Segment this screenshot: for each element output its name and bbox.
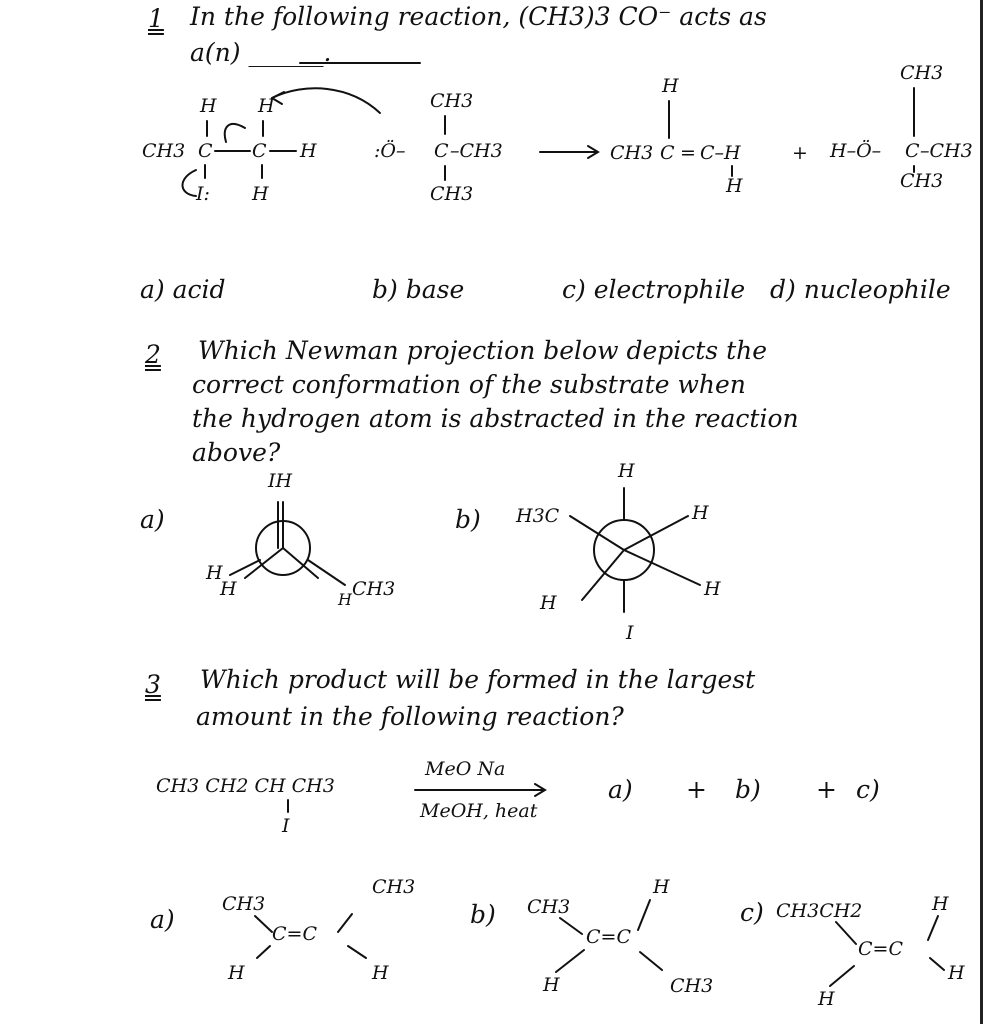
q3-line1: Which product will be formed in the largest — [200, 665, 756, 694]
substrate-c2: C — [252, 140, 267, 162]
substrate-iodine: I: — [196, 183, 210, 205]
curved-arrow-ch-bond — [225, 124, 245, 142]
alkene-b-bonds — [556, 900, 662, 972]
q3-reactant-iodine: I — [282, 815, 290, 837]
q2-number: 2 — [145, 340, 161, 369]
base-ch3-top: CH3 — [430, 90, 474, 112]
product2-ch3-top: CH3 — [900, 62, 944, 84]
alkene-b-top-right: H — [653, 876, 670, 898]
curved-arrow-base-to-h — [272, 88, 380, 113]
q3-reagent-top: MeO Na — [425, 758, 506, 780]
alkene-b-label: b) — [470, 900, 496, 929]
newman-a-back-bonds — [230, 560, 345, 585]
q1-text-line1: In the following reaction, (CH3)3 CO⁻ acts as — [190, 2, 767, 31]
alkene-a-bottom-left: H — [228, 962, 245, 984]
substrate-ch3: CH3 — [142, 140, 186, 162]
product1-ch3: CH3 — [610, 142, 654, 164]
alkene-c-bottom-right: H — [948, 962, 965, 984]
alkene-a-core: C=C — [272, 923, 317, 945]
alkene-a-top-left: CH3 — [222, 893, 266, 915]
product2-ch3-right: –CH3 — [920, 140, 973, 162]
substrate-h-right: H — [300, 140, 317, 162]
alkene-b-top-left: CH3 — [527, 896, 571, 918]
alkene-c-top-right: H — [932, 893, 949, 915]
newman-b-upper-right: H — [692, 502, 709, 524]
product1-h-top: H — [662, 75, 679, 97]
substrate-c1: C — [198, 140, 213, 162]
product2-h-o: H–Ö– — [830, 140, 882, 162]
alkene-c-core: C=C — [858, 938, 903, 960]
q3-line2: amount in the following reaction? — [196, 702, 624, 731]
q2-line1: Which Newman projection below depicts the — [198, 336, 768, 365]
newman-a-left2: H — [220, 578, 237, 600]
alkene-c-top-left: CH3CH2 — [776, 900, 863, 922]
newman-b-lower-left: H — [540, 592, 557, 614]
product1-h-bottom: H — [726, 175, 743, 197]
newman-b-top: H — [618, 460, 635, 482]
substrate-h-bottom: H — [252, 183, 269, 205]
product-plus: + — [792, 142, 808, 164]
alkene-a-bottom-right: H — [372, 962, 389, 984]
newman-b-bottom: I — [626, 622, 634, 644]
q3-plus2: + — [816, 775, 837, 804]
newman-b-lower-right: H — [704, 578, 721, 600]
alkene-b-bottom-left: H — [543, 974, 560, 996]
product1-double-bond: = — [680, 142, 696, 164]
q1-text-line2: a(n) ______. — [190, 38, 332, 67]
product2-ch3-bottom: CH3 — [900, 170, 944, 192]
alkene-c-bonds — [830, 916, 944, 986]
q1-number: 1 — [148, 4, 164, 33]
newman-b-label: b) — [455, 505, 481, 534]
base-ch3-bottom: CH3 — [430, 183, 474, 205]
alkene-c-label: c) — [740, 898, 764, 927]
q3-number: 3 — [145, 670, 161, 699]
q3-plus1: + — [686, 775, 707, 804]
product1-c1: C — [660, 142, 675, 164]
alkene-b-bottom-right: CH3 — [670, 975, 714, 997]
q3-product-a-ref: a) — [608, 775, 633, 804]
newman-a-right2: H — [338, 590, 352, 609]
q3-product-b-ref: b) — [735, 775, 761, 804]
newman-a-label: a) — [140, 505, 165, 534]
q1-option-d: d) nucleophile — [770, 275, 951, 304]
q1-option-c: c) electrophile — [562, 275, 746, 304]
base-ch3-right: –CH3 — [450, 140, 503, 162]
newman-b-upper-left: H3C — [516, 505, 560, 527]
q2-line4: above? — [192, 438, 281, 467]
q3-product-c-ref: c) — [856, 775, 880, 804]
alkene-b-core: C=C — [586, 926, 631, 948]
q2-line3: the hydrogen atom is abstracted in the reaction — [192, 404, 799, 433]
alkene-a-bonds — [255, 914, 366, 958]
product1-c2: C–H — [700, 142, 741, 164]
base-carbon: C — [434, 140, 449, 162]
newman-a-right: CH3 — [352, 578, 396, 600]
base-oxygen: :Ö– — [374, 140, 406, 162]
substrate-h-top1: H — [200, 95, 217, 117]
product2-carbon: C — [905, 140, 920, 162]
alkene-a-label: a) — [150, 905, 175, 934]
newman-a-left: H — [206, 562, 223, 584]
reaction-arrow-q1 — [540, 146, 598, 158]
q1-option-a: a) acid — [140, 275, 226, 304]
newman-b-bonds — [570, 516, 700, 600]
alkene-c-bottom-left: H — [818, 988, 835, 1010]
q3-reactant: CH3 CH2 CH CH3 — [156, 775, 335, 797]
substrate-h-top2: H — [258, 95, 275, 117]
reaction-arrow-q3 — [415, 784, 545, 796]
q2-line2: correct conformation of the substrate when — [192, 370, 746, 399]
curved-arrow-head-1 — [272, 92, 284, 104]
alkene-a-top-right: CH3 — [372, 876, 416, 898]
q3-reagent-bottom: MeOH, heat — [420, 800, 538, 822]
curved-arrow-leaving-group — [183, 170, 197, 196]
newman-a-front-top — [278, 502, 283, 548]
newman-a-top: IH — [268, 470, 293, 492]
q1-option-b: b) base — [372, 275, 465, 304]
